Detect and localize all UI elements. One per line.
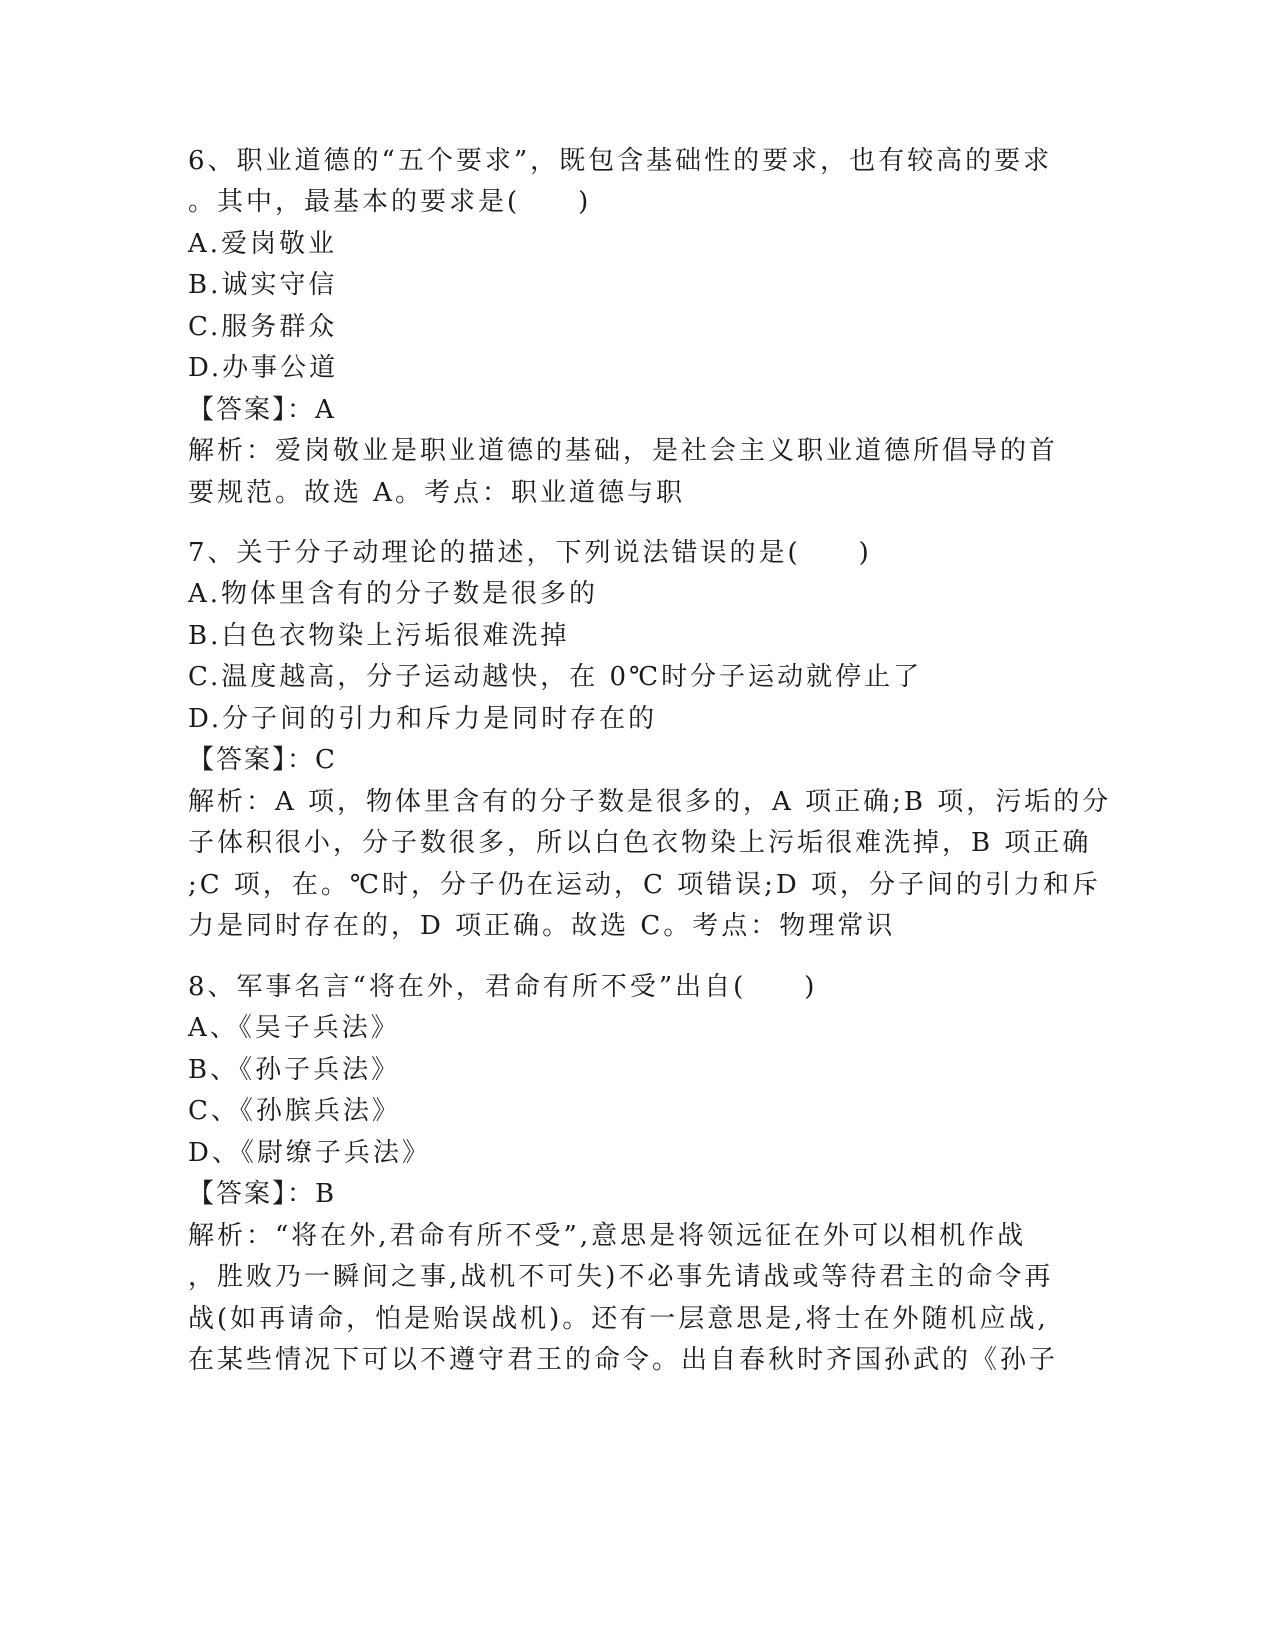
question-7-answer: 【答案】：C [188, 745, 337, 775]
question-8-analysis-line-4: 在某些情况下可以不遵守君王的命令。出自春秋时齐国孙武的《孙子 [188, 1345, 1059, 1375]
question-8-analysis-line-1: 解析：“将在外,君命有所不受”,意思是将领远征在外可以相机作战 [188, 1221, 1027, 1251]
question-6-analysis-line-2: 要规范。故选 A。考点：职业道德与职 [188, 478, 686, 508]
question-7-option-a: A.物体里含有的分子数是很多的 [188, 579, 599, 609]
question-7-analysis-line-4: 力是同时存在的，D 项正确。故选 C。考点：物理常识 [188, 911, 896, 941]
question-7-option-b: B.白色衣物染上污垢很难洗掉 [188, 621, 570, 651]
question-6-option-c: C.服务群众 [188, 312, 338, 342]
question-7-analysis-line-1: 解析：A 项，物体里含有的分子数是很多的，A 项正确;B 项，污垢的分 [188, 787, 1112, 817]
question-6-answer: 【答案】：A [188, 395, 336, 425]
question-7-option-c: C.温度越高，分子运动越快，在 0℃时分子运动就停止了 [188, 662, 923, 692]
question-8-option-a: A、《吴子兵法》 [188, 1013, 400, 1043]
question-8-analysis-line-2: ，胜败乃一瞬间之事,战机不可失)不必事先请战或等待君主的命令再 [188, 1262, 1054, 1292]
question-8-option-c: C、《孙膑兵法》 [188, 1096, 401, 1126]
question-6-stem-line-2: 。其中，最基本的要求是( ) [188, 187, 592, 217]
question-6-option-d: D.办事公道 [188, 353, 339, 383]
question-8-analysis-line-3: 战(如再请命，怕是贻误战机)。还有一层意思是,将士在外随机应战, [188, 1304, 1049, 1334]
question-8-option-b: B、《孙子兵法》 [188, 1055, 401, 1085]
question-8-answer: 【答案】：B [188, 1179, 337, 1209]
question-6-option-b: B.诚实守信 [188, 270, 338, 300]
question-7-analysis-line-2: 子体积很小，分子数很多，所以白色衣物染上污垢很难洗掉，B 项正确 [188, 828, 1092, 858]
question-7-option-d: D.分子间的引力和斥力是同时存在的 [188, 704, 658, 734]
question-6-stem-line-1: 6、职业道德的“五个要求”，既包含基础性的要求，也有较高的要求 [188, 146, 1053, 176]
question-6-analysis-line-1: 解析：爱岗敬业是职业道德的基础，是社会主义职业道德所倡导的首 [188, 436, 1059, 466]
question-7-stem-line-1: 7、关于分子动理论的描述，下列说法错误的是( ) [188, 538, 872, 568]
question-8-option-d: D、《尉缭子兵法》 [188, 1138, 431, 1168]
question-8-stem-line-1: 8、军事名言“将在外，君命有所不受”出自( ) [188, 972, 818, 1002]
question-6-option-a: A.爱岗敬业 [188, 229, 338, 259]
question-7-analysis-line-3: ;C 项，在。℃时，分子仍在运动，C 项错误;D 项，分子间的引力和斥 [188, 870, 1102, 900]
